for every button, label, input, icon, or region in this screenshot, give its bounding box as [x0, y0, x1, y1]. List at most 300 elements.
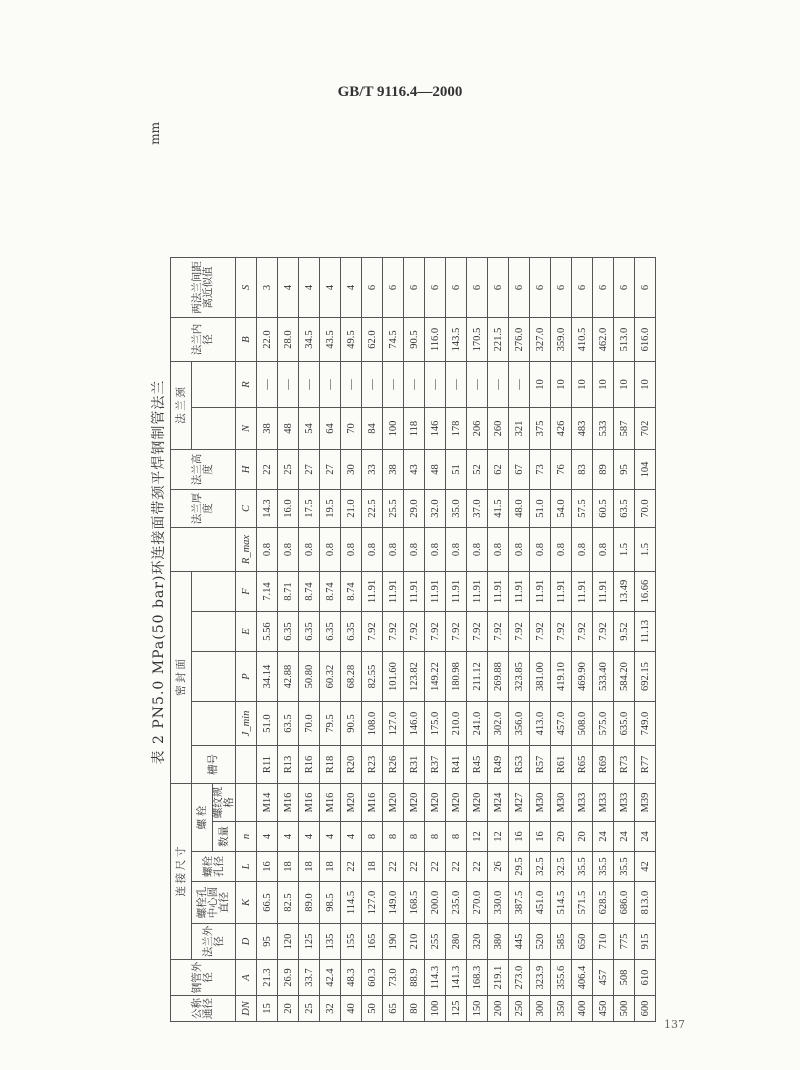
- table-cell: R53: [509, 746, 530, 784]
- table-cell: 24: [614, 822, 635, 852]
- table-cell: 445: [509, 924, 530, 960]
- symbol-row: [236, 258, 257, 1022]
- table-cell: 241.0: [467, 702, 488, 746]
- table-cell: —: [488, 362, 509, 408]
- table-cell: 7.92: [593, 612, 614, 652]
- table-cell: 10: [572, 362, 593, 408]
- header-p: [192, 652, 236, 702]
- table-cell: M30: [530, 784, 551, 822]
- table-cell: 6: [362, 258, 383, 318]
- table-cell: R13: [278, 746, 299, 784]
- table-cell: 6: [383, 258, 404, 318]
- table-cell: 116.0: [425, 318, 446, 362]
- table-cell: 165: [362, 924, 383, 960]
- table-cell: 20: [278, 996, 299, 1022]
- symbol-cell: A: [236, 960, 257, 996]
- table-cell: 48: [278, 408, 299, 450]
- table-cell: 73: [530, 450, 551, 490]
- table-cell: 168.5: [404, 882, 425, 924]
- table-cell: 30: [341, 450, 362, 490]
- table-cell: 8: [404, 822, 425, 852]
- table-cell: 120: [278, 924, 299, 960]
- table-cell: —: [299, 362, 320, 408]
- table-cell: R26: [383, 746, 404, 784]
- table-cell: 206: [467, 408, 488, 450]
- table-cell: 118: [404, 408, 425, 450]
- table-cell: 610: [635, 960, 656, 996]
- table-cell: R73: [614, 746, 635, 784]
- header-l: 螺栓孔径: [192, 852, 236, 882]
- table-cell: 8: [383, 822, 404, 852]
- symbol-cell: [236, 784, 257, 822]
- table-cell: 350: [551, 996, 572, 1022]
- symbol-cell: F: [236, 572, 257, 612]
- group-bolt: 螺 栓: [192, 784, 213, 852]
- table-cell: 34.14: [257, 652, 278, 702]
- table-cell: 4: [299, 258, 320, 318]
- table-cell: 410.5: [572, 318, 593, 362]
- table-cell: 26.9: [278, 960, 299, 996]
- table-row: [509, 258, 530, 1022]
- symbol-cell: DN: [236, 996, 257, 1022]
- table-cell: 813.0: [635, 882, 656, 924]
- table-cell: 62.0: [362, 318, 383, 362]
- table-cell: 33: [362, 450, 383, 490]
- symbol-cell: S: [236, 258, 257, 318]
- unit-label: mm: [148, 122, 162, 145]
- table-cell: 8: [446, 822, 467, 852]
- table-cell: 11.91: [404, 572, 425, 612]
- table-cell: 210: [404, 924, 425, 960]
- symbol-cell: [236, 746, 257, 784]
- table-cell: 11.91: [425, 572, 446, 612]
- table-cell: 42.88: [278, 652, 299, 702]
- table-cell: M20: [383, 784, 404, 822]
- table-cell: 210.0: [446, 702, 467, 746]
- table-row: [551, 258, 572, 1022]
- table-cell: 180.98: [446, 652, 467, 702]
- group-neck: 法 兰 颈: [171, 362, 192, 450]
- header-e: [192, 612, 236, 652]
- table-cell: 65: [383, 996, 404, 1022]
- header-j: [192, 702, 236, 746]
- table-cell: M24: [488, 784, 509, 822]
- table-cell: 419.10: [551, 652, 572, 702]
- table-cell: 62: [488, 450, 509, 490]
- table-cell: M30: [551, 784, 572, 822]
- symbol-cell: R: [236, 362, 257, 408]
- table-cell: 6: [488, 258, 509, 318]
- table-cell: 70.0: [635, 490, 656, 528]
- table-cell: 692.15: [635, 652, 656, 702]
- table-cell: 168.3: [467, 960, 488, 996]
- table-cell: 125: [299, 924, 320, 960]
- table-cell: 587: [614, 408, 635, 450]
- table-cell: 584.20: [614, 652, 635, 702]
- table-cell: 24: [635, 822, 656, 852]
- table-cell: 51: [446, 450, 467, 490]
- table-row: [299, 258, 320, 1022]
- rotated-table-area: [148, 122, 668, 1022]
- table-cell: 32.5: [530, 852, 551, 882]
- table-cell: 10: [635, 362, 656, 408]
- table-cell: 79.5: [320, 702, 341, 746]
- table-cell: 16: [530, 822, 551, 852]
- header-d: 法兰外径: [192, 924, 236, 960]
- table-cell: M33: [614, 784, 635, 822]
- table-cell: M20: [341, 784, 362, 822]
- header-rmax: [171, 528, 236, 572]
- table-cell: 702: [635, 408, 656, 450]
- table-cell: 63.5: [614, 490, 635, 528]
- table-cell: 114.5: [341, 882, 362, 924]
- symbol-cell: P: [236, 652, 257, 702]
- table-cell: 14.3: [257, 490, 278, 528]
- table-cell: 35.5: [593, 852, 614, 882]
- table-cell: 12: [467, 822, 488, 852]
- table-cell: 32.5: [551, 852, 572, 882]
- table-cell: 749.0: [635, 702, 656, 746]
- table-cell: R45: [467, 746, 488, 784]
- table-cell: R69: [593, 746, 614, 784]
- table-cell: 6: [593, 258, 614, 318]
- table-cell: 4: [320, 822, 341, 852]
- table-cell: 135: [320, 924, 341, 960]
- symbol-cell: B: [236, 318, 257, 362]
- table-cell: M16: [278, 784, 299, 822]
- table-cell: M20: [425, 784, 446, 822]
- table-cell: 22: [341, 852, 362, 882]
- table-cell: 616.0: [635, 318, 656, 362]
- table-cell: 35.0: [446, 490, 467, 528]
- table-cell: 57.5: [572, 490, 593, 528]
- header-s: 两法兰间距离近似值: [171, 258, 236, 318]
- table-cell: 89.0: [299, 882, 320, 924]
- table-cell: 25: [278, 450, 299, 490]
- table-cell: R16: [299, 746, 320, 784]
- table-cell: 66.5: [257, 882, 278, 924]
- table-cell: 380: [488, 924, 509, 960]
- header-f: [192, 572, 236, 612]
- table-cell: 4: [257, 822, 278, 852]
- table-cell: 0.8: [278, 528, 299, 572]
- table-cell: 90.5: [404, 318, 425, 362]
- table-cell: 0.8: [320, 528, 341, 572]
- header-thread: 螺纹规格: [213, 784, 236, 822]
- table-row: [614, 258, 635, 1022]
- symbol-cell: L: [236, 852, 257, 882]
- table-cell: 146: [425, 408, 446, 450]
- table-cell: M27: [509, 784, 530, 822]
- table-cell: 24: [593, 822, 614, 852]
- table-cell: 533: [593, 408, 614, 450]
- table-cell: 500: [614, 996, 635, 1022]
- table-cell: 143.5: [446, 318, 467, 362]
- page-number: 137: [664, 1018, 685, 1031]
- table-cell: 6: [467, 258, 488, 318]
- table-cell: R18: [320, 746, 341, 784]
- table-row: [572, 258, 593, 1022]
- table-cell: 387.5: [509, 882, 530, 924]
- table-cell: 7.92: [362, 612, 383, 652]
- table-cell: 200: [488, 996, 509, 1022]
- table-cell: 82.55: [362, 652, 383, 702]
- table-cell: 19.5: [320, 490, 341, 528]
- table-cell: 686.0: [614, 882, 635, 924]
- table-row: [404, 258, 425, 1022]
- table-caption: 表 2 PN5.0 MPa(50 bar)环连接面带颈平焊钢制管法兰: [151, 379, 167, 765]
- header-a: 钢管外径: [171, 960, 236, 996]
- table-cell: 260: [488, 408, 509, 450]
- table-cell: 0.8: [572, 528, 593, 572]
- table-cell: —: [425, 362, 446, 408]
- table-cell: 10: [593, 362, 614, 408]
- table-cell: 7.92: [509, 612, 530, 652]
- table-cell: 35.5: [614, 852, 635, 882]
- table-cell: 22.5: [362, 490, 383, 528]
- table-cell: 175.0: [425, 702, 446, 746]
- table-cell: 54.0: [551, 490, 572, 528]
- table-cell: 12: [488, 822, 509, 852]
- table-cell: 21.0: [341, 490, 362, 528]
- table-cell: 211.12: [467, 652, 488, 702]
- table-body: [257, 258, 656, 1022]
- table-cell: 22: [383, 852, 404, 882]
- table-cell: 327.0: [530, 318, 551, 362]
- table-cell: 0.8: [362, 528, 383, 572]
- table-cell: 11.91: [362, 572, 383, 612]
- table-cell: 104: [635, 450, 656, 490]
- table-cell: —: [257, 362, 278, 408]
- table-cell: 21.3: [257, 960, 278, 996]
- table-cell: M33: [593, 784, 614, 822]
- table-cell: 98.5: [320, 882, 341, 924]
- table-cell: 6.35: [278, 612, 299, 652]
- header-b: 法兰内径: [171, 318, 236, 362]
- table-cell: R77: [635, 746, 656, 784]
- table-cell: —: [383, 362, 404, 408]
- table-cell: 34.5: [299, 318, 320, 362]
- table-cell: 0.8: [446, 528, 467, 572]
- table-cell: 6: [509, 258, 530, 318]
- table-cell: 8: [362, 822, 383, 852]
- table-cell: 0.8: [551, 528, 572, 572]
- table-cell: 11.91: [488, 572, 509, 612]
- table-cell: 80: [404, 996, 425, 1022]
- table-cell: 25: [299, 996, 320, 1022]
- table-cell: 4: [278, 822, 299, 852]
- symbol-cell: E: [236, 612, 257, 652]
- table-cell: 469.90: [572, 652, 593, 702]
- table-cell: 450: [593, 996, 614, 1022]
- table-cell: 22.0: [257, 318, 278, 362]
- table-cell: 7.92: [551, 612, 572, 652]
- table-cell: 8.71: [278, 572, 299, 612]
- table-cell: 7.92: [404, 612, 425, 652]
- table-cell: 462.0: [593, 318, 614, 362]
- table-cell: —: [404, 362, 425, 408]
- table-cell: 60.3: [362, 960, 383, 996]
- table-cell: R65: [572, 746, 593, 784]
- page-header: GB/T 9116.4—2000: [337, 84, 463, 100]
- table-cell: 356.0: [509, 702, 530, 746]
- table-cell: 8.74: [320, 572, 341, 612]
- table-cell: 29.0: [404, 490, 425, 528]
- table-cell: 219.1: [488, 960, 509, 996]
- table-cell: 6: [530, 258, 551, 318]
- table-cell: M16: [362, 784, 383, 822]
- table-cell: 8.74: [341, 572, 362, 612]
- table-cell: 426: [551, 408, 572, 450]
- table-cell: 457: [593, 960, 614, 996]
- table-cell: 7.92: [383, 612, 404, 652]
- table-cell: 16.0: [278, 490, 299, 528]
- table-cell: 73.0: [383, 960, 404, 996]
- table-cell: 48: [425, 450, 446, 490]
- table-cell: 11.91: [572, 572, 593, 612]
- table-cell: 0.8: [530, 528, 551, 572]
- table-cell: 22: [467, 852, 488, 882]
- table-cell: 10: [551, 362, 572, 408]
- table-cell: 125: [446, 996, 467, 1022]
- table-cell: 146.0: [404, 702, 425, 746]
- symbol-cell: D: [236, 924, 257, 960]
- header-k: 螺栓孔中心圆直径: [192, 882, 236, 924]
- table-cell: 52: [467, 450, 488, 490]
- symbol-cell: H: [236, 450, 257, 490]
- symbol-cell: n: [236, 822, 257, 852]
- table-cell: 7.92: [467, 612, 488, 652]
- table-cell: 82.5: [278, 882, 299, 924]
- table-cell: 42.4: [320, 960, 341, 996]
- table-cell: 269.88: [488, 652, 509, 702]
- table-cell: 7.92: [425, 612, 446, 652]
- table-cell: 67: [509, 450, 530, 490]
- table-cell: 11.91: [446, 572, 467, 612]
- table-cell: 6: [404, 258, 425, 318]
- table-cell: 90.5: [341, 702, 362, 746]
- table-cell: M20: [446, 784, 467, 822]
- table-cell: R57: [530, 746, 551, 784]
- table-row: [488, 258, 509, 1022]
- table-cell: 710: [593, 924, 614, 960]
- table-cell: 321: [509, 408, 530, 450]
- table-cell: 513.0: [614, 318, 635, 362]
- table-row: [257, 258, 278, 1022]
- table-cell: 11.13: [635, 612, 656, 652]
- table-cell: 7.92: [446, 612, 467, 652]
- table-cell: 915: [635, 924, 656, 960]
- table-cell: 95: [614, 450, 635, 490]
- table-cell: 8: [425, 822, 446, 852]
- table-cell: R11: [257, 746, 278, 784]
- table-cell: R37: [425, 746, 446, 784]
- table-cell: R20: [341, 746, 362, 784]
- table-cell: 7.92: [530, 612, 551, 652]
- table-cell: 70: [341, 408, 362, 450]
- table-cell: 49.5: [341, 318, 362, 362]
- table-cell: —: [362, 362, 383, 408]
- table-cell: 4: [341, 258, 362, 318]
- table-cell: 775: [614, 924, 635, 960]
- symbol-cell: C: [236, 490, 257, 528]
- table-cell: 10: [530, 362, 551, 408]
- table-cell: 89: [593, 450, 614, 490]
- table-cell: 381.00: [530, 652, 551, 702]
- table-cell: 4: [320, 258, 341, 318]
- table-cell: 0.8: [488, 528, 509, 572]
- table-cell: 33.7: [299, 960, 320, 996]
- table-cell: 0.8: [467, 528, 488, 572]
- table-cell: 38: [257, 408, 278, 450]
- table-cell: 114.3: [425, 960, 446, 996]
- table-cell: 35.5: [572, 852, 593, 882]
- table-cell: 41.5: [488, 490, 509, 528]
- symbol-cell: N: [236, 408, 257, 450]
- table-cell: 101.60: [383, 652, 404, 702]
- table-cell: 270.0: [467, 882, 488, 924]
- table-cell: 95: [257, 924, 278, 960]
- table-cell: 43: [404, 450, 425, 490]
- table-cell: 43.5: [320, 318, 341, 362]
- table-cell: 149.0: [383, 882, 404, 924]
- table-cell: 0.8: [257, 528, 278, 572]
- table-cell: 22: [404, 852, 425, 882]
- table-cell: —: [341, 362, 362, 408]
- table-row: [425, 258, 446, 1022]
- table-cell: 323.9: [530, 960, 551, 996]
- table-cell: M39: [635, 784, 656, 822]
- table-cell: R23: [362, 746, 383, 784]
- table-cell: 533.40: [593, 652, 614, 702]
- table-cell: 273.0: [509, 960, 530, 996]
- table-cell: 84: [362, 408, 383, 450]
- table-row: [320, 258, 341, 1022]
- table-cell: 276.0: [509, 318, 530, 362]
- table-cell: 60.32: [320, 652, 341, 702]
- table-cell: 63.5: [278, 702, 299, 746]
- table-cell: 4: [278, 258, 299, 318]
- table-cell: 7.92: [488, 612, 509, 652]
- symbol-cell: R_max: [236, 528, 257, 572]
- table-cell: 48.3: [341, 960, 362, 996]
- table-cell: 300: [530, 996, 551, 1022]
- symbol-cell: J_min: [236, 702, 257, 746]
- table-cell: 9.52: [614, 612, 635, 652]
- table-row: [341, 258, 362, 1022]
- table-cell: 200.0: [425, 882, 446, 924]
- table-cell: 221.5: [488, 318, 509, 362]
- table-cell: 483: [572, 408, 593, 450]
- table-cell: M20: [467, 784, 488, 822]
- table-cell: 250: [509, 996, 530, 1022]
- table-cell: R31: [404, 746, 425, 784]
- table-cell: 190: [383, 924, 404, 960]
- table-cell: 6.35: [341, 612, 362, 652]
- table-cell: 16.66: [635, 572, 656, 612]
- table-cell: 28.0: [278, 318, 299, 362]
- table-row: [278, 258, 299, 1022]
- table-cell: 457.0: [551, 702, 572, 746]
- table-cell: R49: [488, 746, 509, 784]
- table-cell: —: [509, 362, 530, 408]
- header-h: 法兰高度: [171, 450, 236, 490]
- table-cell: 18: [299, 852, 320, 882]
- table-cell: 11.91: [467, 572, 488, 612]
- header-n-count: 数量: [213, 822, 236, 852]
- table-cell: 149.22: [425, 652, 446, 702]
- table-cell: 8.74: [299, 572, 320, 612]
